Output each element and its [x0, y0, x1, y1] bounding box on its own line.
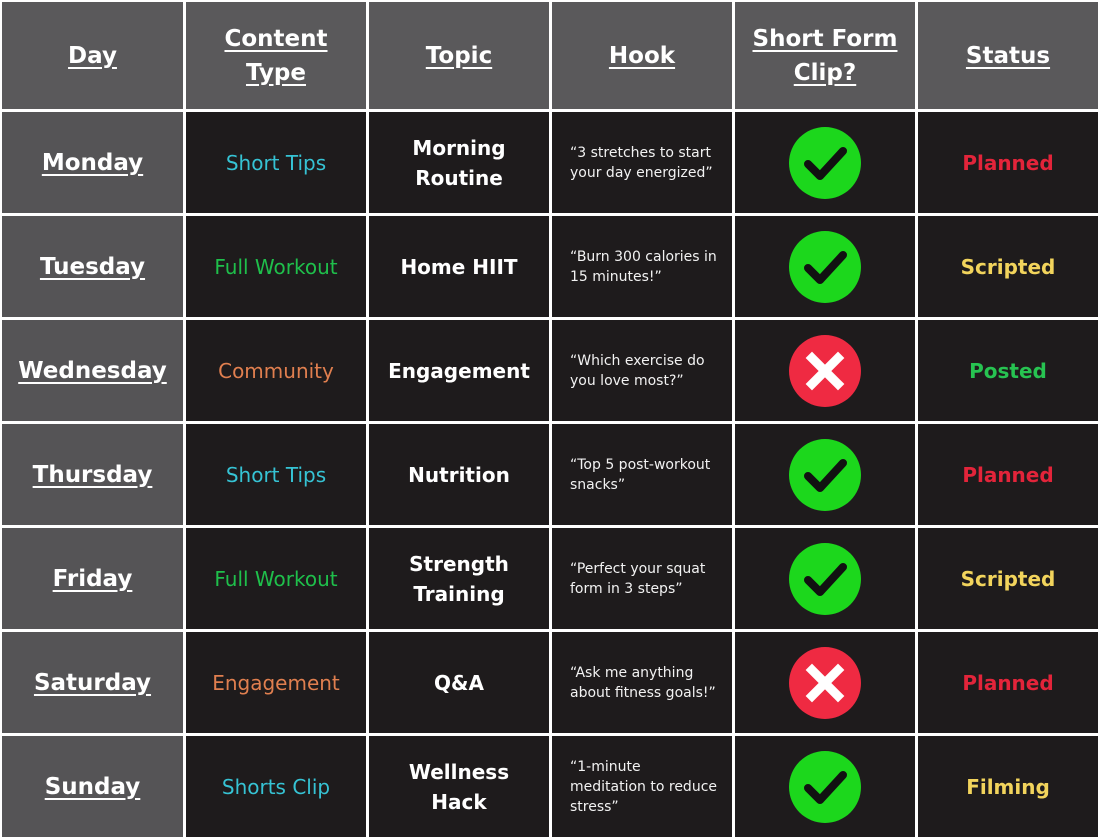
cross-icon	[788, 334, 862, 408]
topic-cell: Home HIIT	[369, 216, 549, 317]
topic-cell: Engagement	[369, 320, 549, 421]
content-type-cell: Short Tips	[186, 424, 366, 525]
short-form-clip-cell	[735, 112, 915, 213]
topic-cell: Morning Routine	[369, 112, 549, 213]
day-label: Friday	[2, 528, 183, 629]
content-type-cell: Engagement	[186, 632, 366, 733]
status-cell: Planned	[918, 424, 1098, 525]
status-cell: Scripted	[918, 216, 1098, 317]
short-form-clip-cell	[735, 320, 915, 421]
content-type-cell: Community	[186, 320, 366, 421]
header-hook: Hook	[552, 2, 732, 109]
hook-cell: “Burn 300 calories in 15 minutes!”	[552, 216, 732, 317]
hook-cell: “Ask me anything about fitness goals!”	[552, 632, 732, 733]
hook-cell: “Top 5 post-workout snacks”	[552, 424, 732, 525]
day-label: Monday	[2, 112, 183, 213]
content-type-cell: Shorts Clip	[186, 736, 366, 837]
topic-cell: Strength Training	[369, 528, 549, 629]
short-form-clip-cell	[735, 736, 915, 837]
short-form-clip-cell	[735, 528, 915, 629]
status-cell: Filming	[918, 736, 1098, 837]
hook-cell: “Perfect your squat form in 3 steps”	[552, 528, 732, 629]
check-icon	[788, 750, 862, 824]
topic-cell: Wellness Hack	[369, 736, 549, 837]
day-label: Saturday	[2, 632, 183, 733]
day-label: Thursday	[2, 424, 183, 525]
status-cell: Posted	[918, 320, 1098, 421]
hook-cell: “1-minute meditation to reduce stress”	[552, 736, 732, 837]
content-type-cell: Full Workout	[186, 216, 366, 317]
short-form-clip-cell	[735, 216, 915, 317]
topic-cell: Q&A	[369, 632, 549, 733]
header-short-form-clip: Short Form Clip?	[735, 2, 915, 109]
check-icon	[788, 438, 862, 512]
hook-cell: “Which exercise do you love most?”	[552, 320, 732, 421]
status-cell: Scripted	[918, 528, 1098, 629]
status-cell: Planned	[918, 632, 1098, 733]
day-label: Wednesday	[2, 320, 183, 421]
short-form-clip-cell	[735, 424, 915, 525]
hook-cell: “3 stretches to start your day energized”	[552, 112, 732, 213]
header-content-type: Content Type	[186, 2, 366, 109]
cross-icon	[788, 646, 862, 720]
check-icon	[788, 230, 862, 304]
header-topic: Topic	[369, 2, 549, 109]
header-day: Day	[2, 2, 183, 109]
check-icon	[788, 126, 862, 200]
day-label: Sunday	[2, 736, 183, 837]
header-status: Status	[918, 2, 1098, 109]
content-schedule-table	[2, 2, 1098, 823]
topic-cell: Nutrition	[369, 424, 549, 525]
status-cell: Planned	[918, 112, 1098, 213]
content-type-cell: Full Workout	[186, 528, 366, 629]
check-icon	[788, 542, 862, 616]
short-form-clip-cell	[735, 632, 915, 733]
day-label: Tuesday	[2, 216, 183, 317]
content-type-cell: Short Tips	[186, 112, 366, 213]
